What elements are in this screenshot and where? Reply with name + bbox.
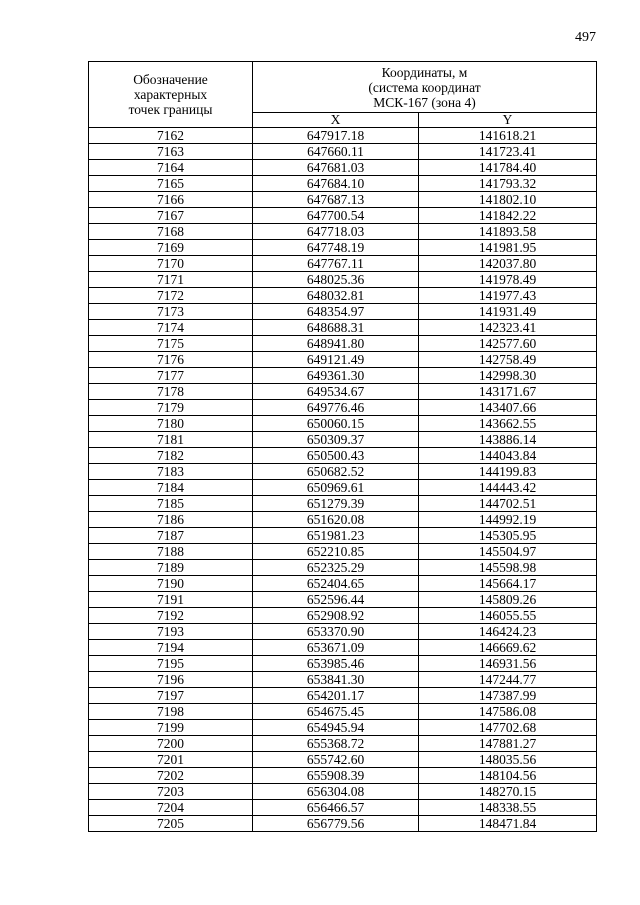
y-coordinate-cell: 144702.51 xyxy=(419,496,597,512)
point-id-cell: 7194 xyxy=(89,640,253,656)
table-header xyxy=(89,62,597,128)
x-coordinate-cell: 651279.39 xyxy=(253,496,419,512)
x-coordinate-cell: 647767.11 xyxy=(253,256,419,272)
y-coordinate-cell: 142323.41 xyxy=(419,320,597,336)
x-column-header: X xyxy=(253,113,419,128)
table-body xyxy=(89,128,597,832)
table-row xyxy=(89,528,597,544)
x-coordinate-cell: 654945.94 xyxy=(253,720,419,736)
x-coordinate-cell: 648354.97 xyxy=(253,304,419,320)
table-row xyxy=(89,768,597,784)
y-coordinate-cell: 146424.23 xyxy=(419,624,597,640)
y-coordinate-cell: 146055.55 xyxy=(419,608,597,624)
point-id-cell: 7162 xyxy=(89,128,253,144)
table-row xyxy=(89,448,597,464)
table-row xyxy=(89,704,597,720)
table-row xyxy=(89,336,597,352)
x-coordinate-cell: 648688.31 xyxy=(253,320,419,336)
y-coordinate-cell: 144992.19 xyxy=(419,512,597,528)
point-id-cell: 7198 xyxy=(89,704,253,720)
x-coordinate-cell: 648032.81 xyxy=(253,288,419,304)
x-coordinate-cell: 653671.09 xyxy=(253,640,419,656)
y-coordinate-cell: 141618.21 xyxy=(419,128,597,144)
point-id-cell: 7196 xyxy=(89,672,253,688)
table-row xyxy=(89,480,597,496)
point-id-cell: 7170 xyxy=(89,256,253,272)
point-id-cell: 7165 xyxy=(89,176,253,192)
x-coordinate-cell: 656304.08 xyxy=(253,784,419,800)
table-row xyxy=(89,624,597,640)
table-row xyxy=(89,192,597,208)
table-row xyxy=(89,160,597,176)
table-row xyxy=(89,800,597,816)
header-line: характерных xyxy=(133,87,208,102)
table-row xyxy=(89,672,597,688)
point-id-cell: 7169 xyxy=(89,240,253,256)
point-id-cell: 7195 xyxy=(89,656,253,672)
header-line: (система координат xyxy=(368,79,481,95)
point-id-cell: 7189 xyxy=(89,560,253,576)
table-row xyxy=(89,496,597,512)
x-coordinate-cell: 647718.03 xyxy=(253,224,419,240)
y-coordinate-cell: 141723.41 xyxy=(419,144,597,160)
table-row xyxy=(89,688,597,704)
y-coordinate-cell: 144199.83 xyxy=(419,464,597,480)
point-id-cell: 7191 xyxy=(89,592,253,608)
table-row xyxy=(89,128,597,144)
table-row xyxy=(89,720,597,736)
table-row xyxy=(89,304,597,320)
y-coordinate-cell: 147586.08 xyxy=(419,704,597,720)
x-coordinate-cell: 655742.60 xyxy=(253,752,419,768)
table-row xyxy=(89,464,597,480)
x-coordinate-cell: 647917.18 xyxy=(253,128,419,144)
x-coordinate-cell: 656466.57 xyxy=(253,800,419,816)
point-id-cell: 7188 xyxy=(89,544,253,560)
y-coordinate-cell: 143407.66 xyxy=(419,400,597,416)
point-id-cell: 7172 xyxy=(89,288,253,304)
y-coordinate-cell: 141842.22 xyxy=(419,208,597,224)
header-line: МСК-167 (зона 4) xyxy=(373,94,476,110)
x-coordinate-cell: 654675.45 xyxy=(253,704,419,720)
point-id-cell: 7204 xyxy=(89,800,253,816)
y-column-header: Y xyxy=(419,113,597,128)
table-row xyxy=(89,352,597,368)
point-id-cell: 7181 xyxy=(89,432,253,448)
point-id-cell: 7174 xyxy=(89,320,253,336)
y-coordinate-cell: 148471.84 xyxy=(419,816,597,832)
point-id-cell: 7192 xyxy=(89,608,253,624)
x-coordinate-cell: 652908.92 xyxy=(253,608,419,624)
x-coordinate-cell: 650969.61 xyxy=(253,480,419,496)
y-coordinate-cell: 145598.98 xyxy=(419,560,597,576)
y-coordinate-cell: 141784.40 xyxy=(419,160,597,176)
header-line: точек границы xyxy=(128,102,213,117)
table-row xyxy=(89,144,597,160)
table-row xyxy=(89,320,597,336)
y-coordinate-cell: 142998.30 xyxy=(419,368,597,384)
y-coordinate-cell: 147244.77 xyxy=(419,672,597,688)
x-coordinate-cell: 649534.67 xyxy=(253,384,419,400)
x-coordinate-cell: 651981.23 xyxy=(253,528,419,544)
point-id-cell: 7199 xyxy=(89,720,253,736)
point-id-cell: 7166 xyxy=(89,192,253,208)
x-coordinate-cell: 652596.44 xyxy=(253,592,419,608)
page-number: 497 xyxy=(575,30,596,45)
y-coordinate-cell: 141893.58 xyxy=(419,224,597,240)
point-id-cell: 7176 xyxy=(89,352,253,368)
y-coordinate-cell: 148270.15 xyxy=(419,784,597,800)
point-id-cell: 7180 xyxy=(89,416,253,432)
table-row xyxy=(89,288,597,304)
point-id-cell: 7179 xyxy=(89,400,253,416)
x-coordinate-cell: 649776.46 xyxy=(253,400,419,416)
x-coordinate-cell: 648025.36 xyxy=(253,272,419,288)
point-id-cell: 7183 xyxy=(89,464,253,480)
table-row xyxy=(89,240,597,256)
y-coordinate-cell: 146931.56 xyxy=(419,656,597,672)
point-id-cell: 7164 xyxy=(89,160,253,176)
table-row xyxy=(89,400,597,416)
table-row xyxy=(89,640,597,656)
x-coordinate-cell: 650500.43 xyxy=(253,448,419,464)
point-id-cell: 7185 xyxy=(89,496,253,512)
x-coordinate-cell: 648941.80 xyxy=(253,336,419,352)
y-coordinate-cell: 144443.42 xyxy=(419,480,597,496)
y-coordinate-cell: 143662.55 xyxy=(419,416,597,432)
table-row xyxy=(89,736,597,752)
table-row xyxy=(89,752,597,768)
y-coordinate-cell: 147387.99 xyxy=(419,688,597,704)
table-row xyxy=(89,512,597,528)
x-coordinate-cell: 653985.46 xyxy=(253,656,419,672)
table-row xyxy=(89,368,597,384)
point-id-cell: 7200 xyxy=(89,736,253,752)
table-row xyxy=(89,208,597,224)
point-id-cell: 7201 xyxy=(89,752,253,768)
table-row xyxy=(89,608,597,624)
x-coordinate-cell: 649361.30 xyxy=(253,368,419,384)
y-coordinate-cell: 148104.56 xyxy=(419,768,597,784)
x-coordinate-cell: 652325.29 xyxy=(253,560,419,576)
table-row xyxy=(89,592,597,608)
x-coordinate-cell: 647748.19 xyxy=(253,240,419,256)
table-row xyxy=(89,560,597,576)
x-coordinate-cell: 656779.56 xyxy=(253,816,419,832)
x-coordinate-cell: 653841.30 xyxy=(253,672,419,688)
x-coordinate-cell: 647681.03 xyxy=(253,160,419,176)
y-coordinate-cell: 143886.14 xyxy=(419,432,597,448)
x-coordinate-cell: 647660.11 xyxy=(253,144,419,160)
y-coordinate-cell: 144043.84 xyxy=(419,448,597,464)
point-id-cell: 7205 xyxy=(89,816,253,832)
y-coordinate-cell: 142037.80 xyxy=(419,256,597,272)
point-id-cell: 7163 xyxy=(89,144,253,160)
point-id-cell: 7193 xyxy=(89,624,253,640)
point-id-cell: 7197 xyxy=(89,688,253,704)
y-coordinate-cell: 147881.27 xyxy=(419,736,597,752)
point-id-cell: 7175 xyxy=(89,336,253,352)
x-coordinate-cell: 652404.65 xyxy=(253,576,419,592)
x-coordinate-cell: 655368.72 xyxy=(253,736,419,752)
point-id-cell: 7190 xyxy=(89,576,253,592)
table-row xyxy=(89,176,597,192)
y-coordinate-cell: 143171.67 xyxy=(419,384,597,400)
table-row xyxy=(89,576,597,592)
point-designation-header xyxy=(89,62,253,128)
table-row xyxy=(89,272,597,288)
table-row xyxy=(89,384,597,400)
x-coordinate-cell: 649121.49 xyxy=(253,352,419,368)
y-coordinate-cell: 145305.95 xyxy=(419,528,597,544)
point-id-cell: 7173 xyxy=(89,304,253,320)
y-coordinate-cell: 141981.95 xyxy=(419,240,597,256)
y-coordinate-cell: 148338.55 xyxy=(419,800,597,816)
y-coordinate-cell: 145809.26 xyxy=(419,592,597,608)
header-line: Обозначение xyxy=(133,72,208,87)
x-coordinate-cell: 647687.13 xyxy=(253,192,419,208)
x-coordinate-cell: 650682.52 xyxy=(253,464,419,480)
y-coordinate-cell: 141977.43 xyxy=(419,288,597,304)
table-row xyxy=(89,256,597,272)
x-coordinate-cell: 654201.17 xyxy=(253,688,419,704)
point-id-cell: 7171 xyxy=(89,272,253,288)
y-coordinate-cell: 142577.60 xyxy=(419,336,597,352)
table-row xyxy=(89,656,597,672)
point-id-cell: 7177 xyxy=(89,368,253,384)
point-id-cell: 7202 xyxy=(89,768,253,784)
x-coordinate-cell: 655908.39 xyxy=(253,768,419,784)
y-coordinate-cell: 141978.49 xyxy=(419,272,597,288)
y-coordinate-cell: 141793.32 xyxy=(419,176,597,192)
header-line: Координаты, м xyxy=(381,64,468,80)
x-coordinate-cell: 647700.54 xyxy=(253,208,419,224)
point-id-cell: 7203 xyxy=(89,784,253,800)
table-row xyxy=(89,432,597,448)
point-id-cell: 7186 xyxy=(89,512,253,528)
x-coordinate-cell: 651620.08 xyxy=(253,512,419,528)
x-coordinate-cell: 653370.90 xyxy=(253,624,419,640)
point-id-cell: 7167 xyxy=(89,208,253,224)
table-row xyxy=(89,544,597,560)
x-coordinate-cell: 652210.85 xyxy=(253,544,419,560)
coordinates-header xyxy=(253,62,597,113)
y-coordinate-cell: 147702.68 xyxy=(419,720,597,736)
point-id-cell: 7187 xyxy=(89,528,253,544)
table-row xyxy=(89,224,597,240)
x-coordinate-cell: 650309.37 xyxy=(253,432,419,448)
coordinates-table xyxy=(88,61,597,832)
table-row xyxy=(89,416,597,432)
table-row xyxy=(89,816,597,832)
y-coordinate-cell: 142758.49 xyxy=(419,352,597,368)
y-coordinate-cell: 148035.56 xyxy=(419,752,597,768)
point-id-cell: 7178 xyxy=(89,384,253,400)
point-id-cell: 7182 xyxy=(89,448,253,464)
point-id-cell: 7168 xyxy=(89,224,253,240)
y-coordinate-cell: 141802.10 xyxy=(419,192,597,208)
table-row xyxy=(89,784,597,800)
y-coordinate-cell: 141931.49 xyxy=(419,304,597,320)
y-coordinate-cell: 145504.97 xyxy=(419,544,597,560)
point-id-cell: 7184 xyxy=(89,480,253,496)
x-coordinate-cell: 647684.10 xyxy=(253,176,419,192)
y-coordinate-cell: 146669.62 xyxy=(419,640,597,656)
x-coordinate-cell: 650060.15 xyxy=(253,416,419,432)
y-coordinate-cell: 145664.17 xyxy=(419,576,597,592)
